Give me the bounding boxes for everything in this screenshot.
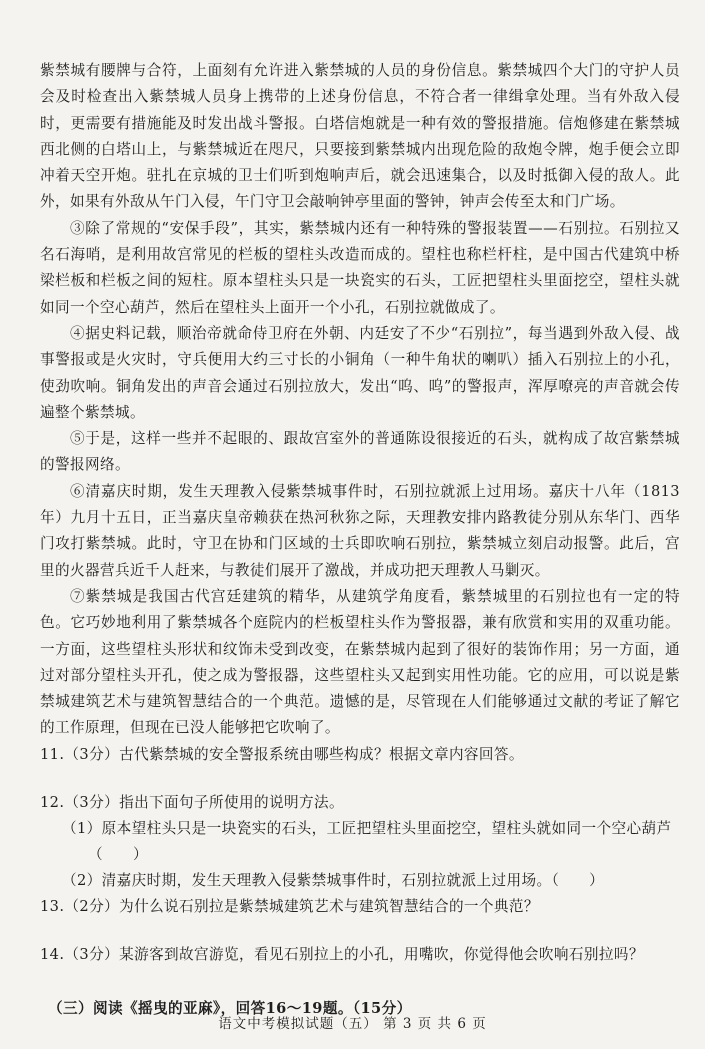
answer-space-13: [40, 920, 680, 942]
question-12: 12.（3分）指出下面句子所使用的说明方法。: [40, 793, 344, 811]
question-12-part-2: （2）清嘉庆时期，发生天理教入侵紫禁城事件时，石别拉就派上过用场。（ ）: [62, 871, 605, 889]
question-11: 11.（3分）古代紫禁城的安全警报系统由哪些构成？根据文章内容回答。: [40, 745, 524, 763]
page-footer: 语文中考模拟试题（五） 第 3 页 共 6 页: [218, 1016, 487, 1032]
exam-page: [40, 58, 680, 1022]
passage-paragraph-5: ⑤于是，这样一些并不起眼的、跟故宫室外的普通陈设很接近的石头，就构成了故宫紫禁城的警报网络。: [40, 430, 680, 474]
answer-blank[interactable]: （ ）: [88, 845, 148, 863]
question-14: 14.（3分）某游客到故宫游览，看见石别拉上的小孔，用嘴吹，你觉得他会吹响石别拉吗？: [40, 945, 644, 963]
answer-space-14: [40, 968, 680, 996]
passage-paragraph-6: ⑥清嘉庆时期，发生天理教入侵紫禁城事件时，石别拉就派上过用场。嘉庆十八年（1813年）九月十五日，正当嘉庆皇帝赖获在热河秋狝之际，天理教安排内路教徒分别从东华门、西华门攻打紫禁城。此时，守卫在协和门区域的士兵即吹响石别拉，紫禁城立刻启动报警。此后，宫里的火器营兵近千人赶来，与教徒们展开了激战，并成功把天理教人马剿灭。: [40, 482, 680, 579]
passage-paragraph-intro: 紫禁城有腰牌与合符，上面刻有允许进入紫禁城的人员的身份信息。紫禁城四个大门的守护人员会及时检查出入紫禁城人员身上携带的上述身份信息，不符合者一律缉拿处理。当有外敌入侵时，更需要有措施能及时发出战斗警报。白塔信炮就是一种有效的警报措施。信炮修建在紫禁城西北侧的白塔山上，与紫禁城近在咫尺，只要接到紫禁城内出现危险的敌炮令牌，炮手便会立即冲着天空开炮。驻扎在京城的卫士们听到炮响声后，就会迅速集合，以及时抵御入侵的敌人。此外，如果有外敌从午门入侵，午门守卫会敲响钟亭里面的警钟，钟声会传至太和门广场。: [40, 62, 680, 211]
passage-paragraph-7: ⑦紫禁城是我国古代宫廷建筑的精华，从建筑学角度看，紫禁城里的石别拉也有一定的特色。它巧妙地利用了紫禁城各个庭院内的栏板望柱头作为警报器，兼有欣赏和实用的双重功能。一方面，这些望柱头形状和纹饰未受到改变，在紫禁城内起到了很好的装饰作用；另一方面，通过对部分望柱头开孔，使之成为警报器，这些望柱头又起到实用性功能。它的应用，可以说是紫禁城建筑艺术与建筑智慧结合的一个典范。遗憾的是，尽管现在人们能够通过文献的考证了解它的工作原理，但现在已没人能够把它吹响了。: [40, 587, 680, 737]
section-three-heading: （三）阅读《摇曳的亚麻》，回答16～19题。（15分）: [48, 999, 412, 1017]
question-13: 13.（2分）为什么说石别拉是紫禁城建筑艺术与建筑智慧结合的一个典范？: [40, 897, 539, 915]
question-12-part-1-answer: [40, 842, 680, 868]
answer-space-11: [40, 768, 680, 790]
question-12-part-1: （1）原本望柱头只是一块瓷实的石头，工匠把望柱头里面挖空，望柱头就如同一个空心葫芦: [62, 819, 672, 837]
passage-paragraph-4: ④据史料记载，顺治帝就命侍卫府在外朝、内廷安了不少“石别拉”，每当遇到外敌入侵、战事警报或是火灾时，守兵便用大约三寸长的小铜角（一种牛角状的喇叭）插入石别拉上的小孔，使劲吹响。铜角发出的声音会通过石别拉放大，发出“呜、呜”的警报声，浑厚嘹亮的声音就会传遍整个紫禁城。: [40, 324, 680, 421]
passage-paragraph-3: ③除了常规的“安保手段”，其实，紫禁城内还有一种特殊的警报装置——石别拉。石别拉又名石海哨，是利用故宫常见的栏板的望柱头改造而成的。望柱也称栏杆柱，是中国古代建筑中桥梁栏板和栏板之间的短柱。原本望柱头只是一块瓷实的石头，工匠把望柱头里面挖空，望柱头就如同一个空心葫芦，然后在望柱头上面开一个小孔，石别拉就做成了。: [40, 219, 680, 316]
